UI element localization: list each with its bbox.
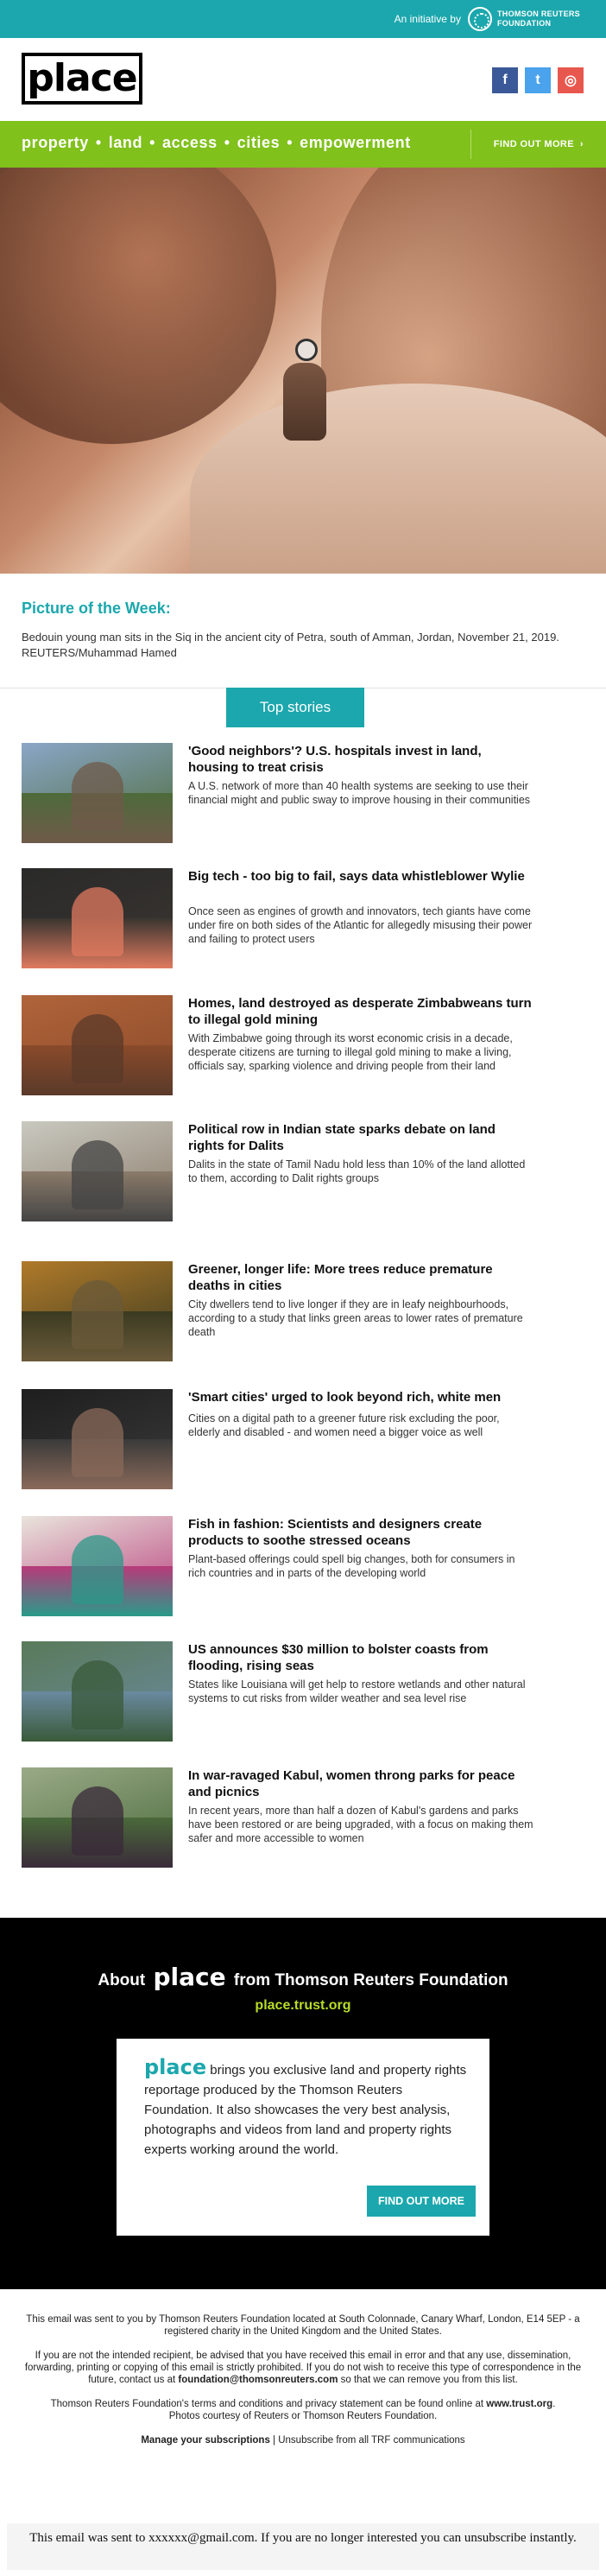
story-thumbnail[interactable] [22,868,173,968]
facebook-icon[interactable]: f [492,67,518,93]
footer-sent-by: This email was sent to you by Thomson Reuters Foundation located at South Colonnade, Canary Wharf, London, E14 5EP - a registered charity in the United Kingdom and the United States. [26,2314,580,2337]
twitter-icon[interactable]: t [525,67,551,93]
story-thumbnail[interactable] [22,995,173,1095]
story-summary: Cities on a digital path to a greener future risk excluding the poor, elderly and disabled - and women need a bigger voice as well [188,1412,500,1438]
about-find-out-more-button[interactable]: FIND OUT MORE [367,2186,476,2217]
story-item[interactable] [22,1121,584,1223]
about-card [117,2039,489,2236]
trf-name-line2: FOUNDATION [496,19,552,28]
top-stories-divider [0,688,606,729]
story-summary: Dalits in the state of Tamil Nadu hold less than 10% of the land allotted to them, according to Dalit rights groups [188,1158,526,1184]
story-summary: States like Louisiana will get help to restore wetlands and other natural systems to cut risks from wilder weather and sea level rise [188,1678,526,1704]
top-bar [0,0,606,38]
footer-terms-pre: Thomson Reuters Foundation's terms and conditions and privacy statement can be found online at [50,2399,487,2409]
story-thumbnail[interactable] [22,1641,173,1742]
story-summary: With Zimbabwe going through its worst economic crisis in a decade, desperate citizens are turning to illegal gold mining to make a living, officials say, sparking violence and driving people from their land [188,1032,513,1072]
story-title-link[interactable]: US announces $30 million to bolster coasts from flooding, rising seas [188,1642,489,1673]
about-heading-place: place [153,1963,226,1991]
story-title-link[interactable]: 'Smart cities' urged to look beyond rich, white men [188,1390,502,1405]
about-heading [0,1963,606,1991]
find-out-more-label: FIND OUT MORE [493,139,574,149]
about-card-brand: place [144,2055,207,2079]
footer-terms [24,2398,582,2422]
logo-text: place [27,56,137,100]
story-thumbnail[interactable] [22,1767,173,1868]
story-summary: City dwellers tend to live longer if they are in leafy neighbourhoods, according to a study that links green areas to lower rates of premature death [188,1298,523,1338]
story-item[interactable] [22,743,584,845]
story-summary: In recent years, more than half a dozen of Kabul's gardens and parks have been restored or are being upgraded, with a focus on making them safer and more accessible to women [188,1805,533,1844]
tag-empowerment: empowerment [300,134,411,151]
place-site-link[interactable]: place.trust.org [255,1998,351,2013]
footer-notice-pre: If you are not the intended recipient, be advised that you have received this email in error and that any use, dissemination, forwarding, printing or copying of this email is strictly prohibited. If you do not wish to receive this type of correspondence in the future, contact us at [24,2351,582,2385]
story-thumbnail[interactable] [22,1261,173,1361]
tag-cities: cities [237,134,281,151]
story-summary: Once seen as engines of growth and innovators, tech giants have come under fire on both sides of the Atlantic for allegedly misusing their power and failing to protect users [188,905,533,945]
unsubscribe-bar[interactable]: This email was sent to xxxxxx@gmail.com. If you are no longer interested you can unsubscribe instantly. [7,2523,599,2570]
story-thumbnail[interactable] [22,1121,173,1221]
initiative-label: An initiative by [394,13,461,25]
footer-contact-email-link[interactable]: foundation@thomsonreuters.com [178,2375,338,2385]
manage-subscriptions-link[interactable]: Manage your subscriptions [141,2435,270,2446]
about-card-body: brings you exclusive land and property rights reportage produced by the Thomson Reuters Foundation. It also showcases the very best analysis, photographs and videos from land and property rights experts working around the world. [144,2063,467,2157]
potw-caption: Bedouin young man sits in the Siq in the ancient city of Petra, south of Amman, Jordan, November 21, 2019. REUTERS/Muhammad Hamed [22,631,559,659]
story-item[interactable] [22,1767,584,1869]
about-section [0,1918,606,2289]
story-title-link[interactable]: Homes, land destroyed as desperate Zimbabweans turn to illegal gold mining [188,996,532,1027]
footer-notice [24,2350,582,2386]
tag-land: land [108,134,143,151]
story-summary: Plant-based offerings could spell big changes, both for consumers in rich countries and in parts of the developing world [188,1553,515,1579]
story-thumbnail[interactable] [22,1516,173,1616]
story-item[interactable] [22,1261,584,1363]
trf-name [497,10,580,29]
footer-photos-credit: Photos courtesy of Reuters or Thomson Reuters Foundation. [168,2411,438,2421]
story-title-link[interactable]: Greener, longer life: More trees reduce premature deaths in cities [188,1262,493,1293]
footer-notice-post: so that we can remove you from this list. [338,2375,518,2385]
find-out-more-link[interactable] [470,130,584,159]
chevron-right-icon: › [579,139,584,149]
story-title-link[interactable]: Political row in Indian state sparks debate on land rights for Dalits [188,1122,496,1153]
trf-name-line1: THOMSON REUTERS [496,10,580,18]
story-thumbnail[interactable] [22,1389,173,1489]
potw-title: Picture of the Week: [22,600,171,617]
story-item[interactable] [22,995,584,1097]
footer-subscription-links [24,2434,582,2446]
story-title-link[interactable]: 'Good neighbors'? U.S. hospitals invest in land, housing to treat crisis [188,744,482,775]
story-title-link[interactable]: Big tech - too big to fail, says data whistleblower Wylie [188,869,525,884]
footer-trust-link[interactable]: www.trust.org [486,2399,553,2409]
footer-terms-post: . [552,2399,556,2409]
story-summary: A U.S. network of more than 40 health systems are seeking to use their financial might and public sway to improve housing in their communities [188,780,531,806]
about-card-text [144,2055,472,2160]
story-thumbnail[interactable] [22,743,173,843]
story-item[interactable] [22,1389,584,1491]
story-item[interactable] [22,868,584,970]
picture-of-week [0,574,606,688]
story-item[interactable] [22,1516,584,1618]
about-heading-post: from Thomson Reuters Foundation [233,1971,508,1989]
instagram-icon[interactable]: ◎ [558,67,584,93]
top-stories-label: Top stories [226,688,364,727]
trf-logo-icon [468,7,492,31]
story-title-link[interactable]: In war-ravaged Kabul, women throng parks for peace and picnics [188,1768,515,1799]
social-links [485,67,584,93]
about-heading-pre: About [98,1971,146,1989]
topic-tags: property • land • access • cities • empowerment [22,134,411,151]
footer-separator: | [269,2435,279,2446]
trf-initiative-link[interactable] [395,7,580,31]
tag-access: access [162,134,218,151]
unsubscribe-all-link[interactable]: Unsubscribe from all TRF communications [278,2435,465,2446]
hero-photo[interactable] [0,168,606,574]
tag-property: property [22,134,89,151]
story-title-link[interactable]: Fish in fashion: Scientists and designers create products to soothe stressed oceans [188,1517,483,1548]
footer [0,2289,606,2459]
story-item[interactable] [22,1641,584,1743]
place-logo[interactable] [22,53,142,105]
header [0,38,606,121]
topic-bar [0,121,606,168]
